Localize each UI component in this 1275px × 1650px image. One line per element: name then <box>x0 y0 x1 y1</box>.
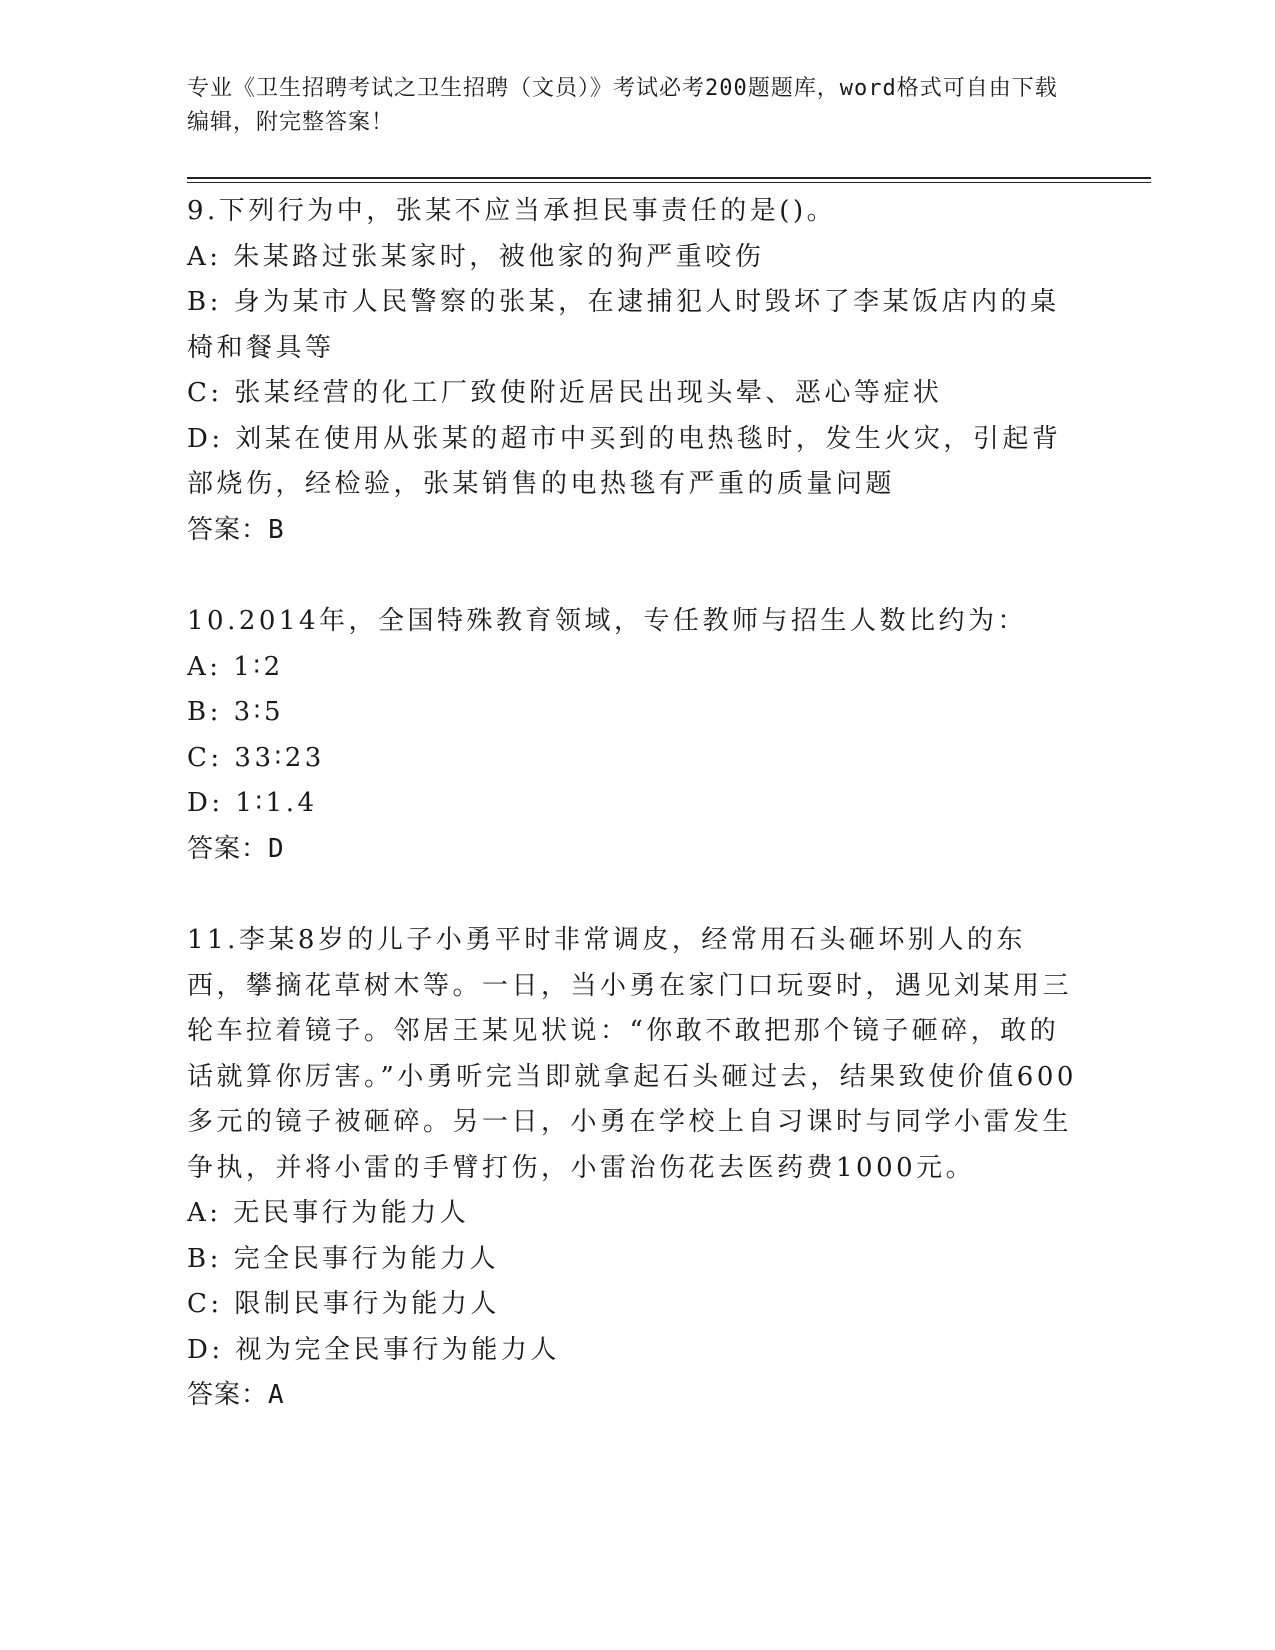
document-header: 专业《卫生招聘考试之卫生招聘（文员）》考试必考200题题库，word格式可自由下载编辑，附完整答案！ <box>187 76 1058 135</box>
option-c: C: 张某经营的化工厂致使附近居民出现头晕、恶心等症状 <box>187 378 943 408</box>
header-rule-thin <box>187 182 1151 183</box>
answer-label: 答案：B <box>187 514 285 545</box>
option-a: A: 朱某路过张某家时，被他家的狗严重咬伤 <box>187 241 765 272</box>
answer-label: 答案：A <box>187 1380 285 1410</box>
question-stem: 11.李某8岁的儿子小勇平时非常调皮，经常用石头砸坏别人的东西，攀摘花草树木等。一日，当小勇在家门口玩耍时，遇见刘某用三轮车拉着镜子。邻居王某见状说：“你敢不敢把那个镜子砸碎，敢的话就算你厉害。”小勇听完当即就拿起石头砸过去，结果致使价值600多元的镜子被砸碎。另一日，小勇在学校上自习课时与同学小雷发生争执，并将小雷的手臂打伤，小雷治伤花去医药费1000元。 <box>187 925 1077 1183</box>
question-9 <box>187 189 1077 553</box>
option-b: B: 完全民事行为能力人 <box>187 1243 500 1274</box>
option-b: B: 3∶5 <box>187 697 284 727</box>
option-d: D: 刘某在使用从张某的超市中买到的电热毯时，发生火灾，引起背部烧伤，经检验，张某销售的电热毯有严重的质量问题 <box>187 423 1062 499</box>
question-stem: 10.2014年，全国特殊教育领域，专任教师与招生人数比约为： <box>187 606 1028 636</box>
option-a: A: 1∶2 <box>187 651 284 682</box>
header-rule-thick <box>187 177 1151 179</box>
question-stem: 9.下列行为中，张某不应当承担民事责任的是()。 <box>187 196 837 226</box>
question-10 <box>187 599 1077 872</box>
option-d: D: 视为完全民事行为能力人 <box>187 1334 560 1365</box>
question-11 <box>187 918 1077 1419</box>
option-c: C: 限制民事行为能力人 <box>187 1289 500 1319</box>
question-gap <box>187 872 1077 918</box>
option-a: A: 无民事行为能力人 <box>187 1198 470 1228</box>
option-d: D: 1∶1.4 <box>187 788 318 818</box>
option-c: C: 33∶23 <box>187 742 325 773</box>
answer-label: 答案：D <box>187 833 285 864</box>
question-gap <box>187 553 1077 599</box>
option-b: B: 身为某市人民警察的张某，在逮捕犯人时毁坏了李某饭店内的桌椅和餐具等 <box>187 287 1060 363</box>
question-list <box>187 189 1077 1419</box>
